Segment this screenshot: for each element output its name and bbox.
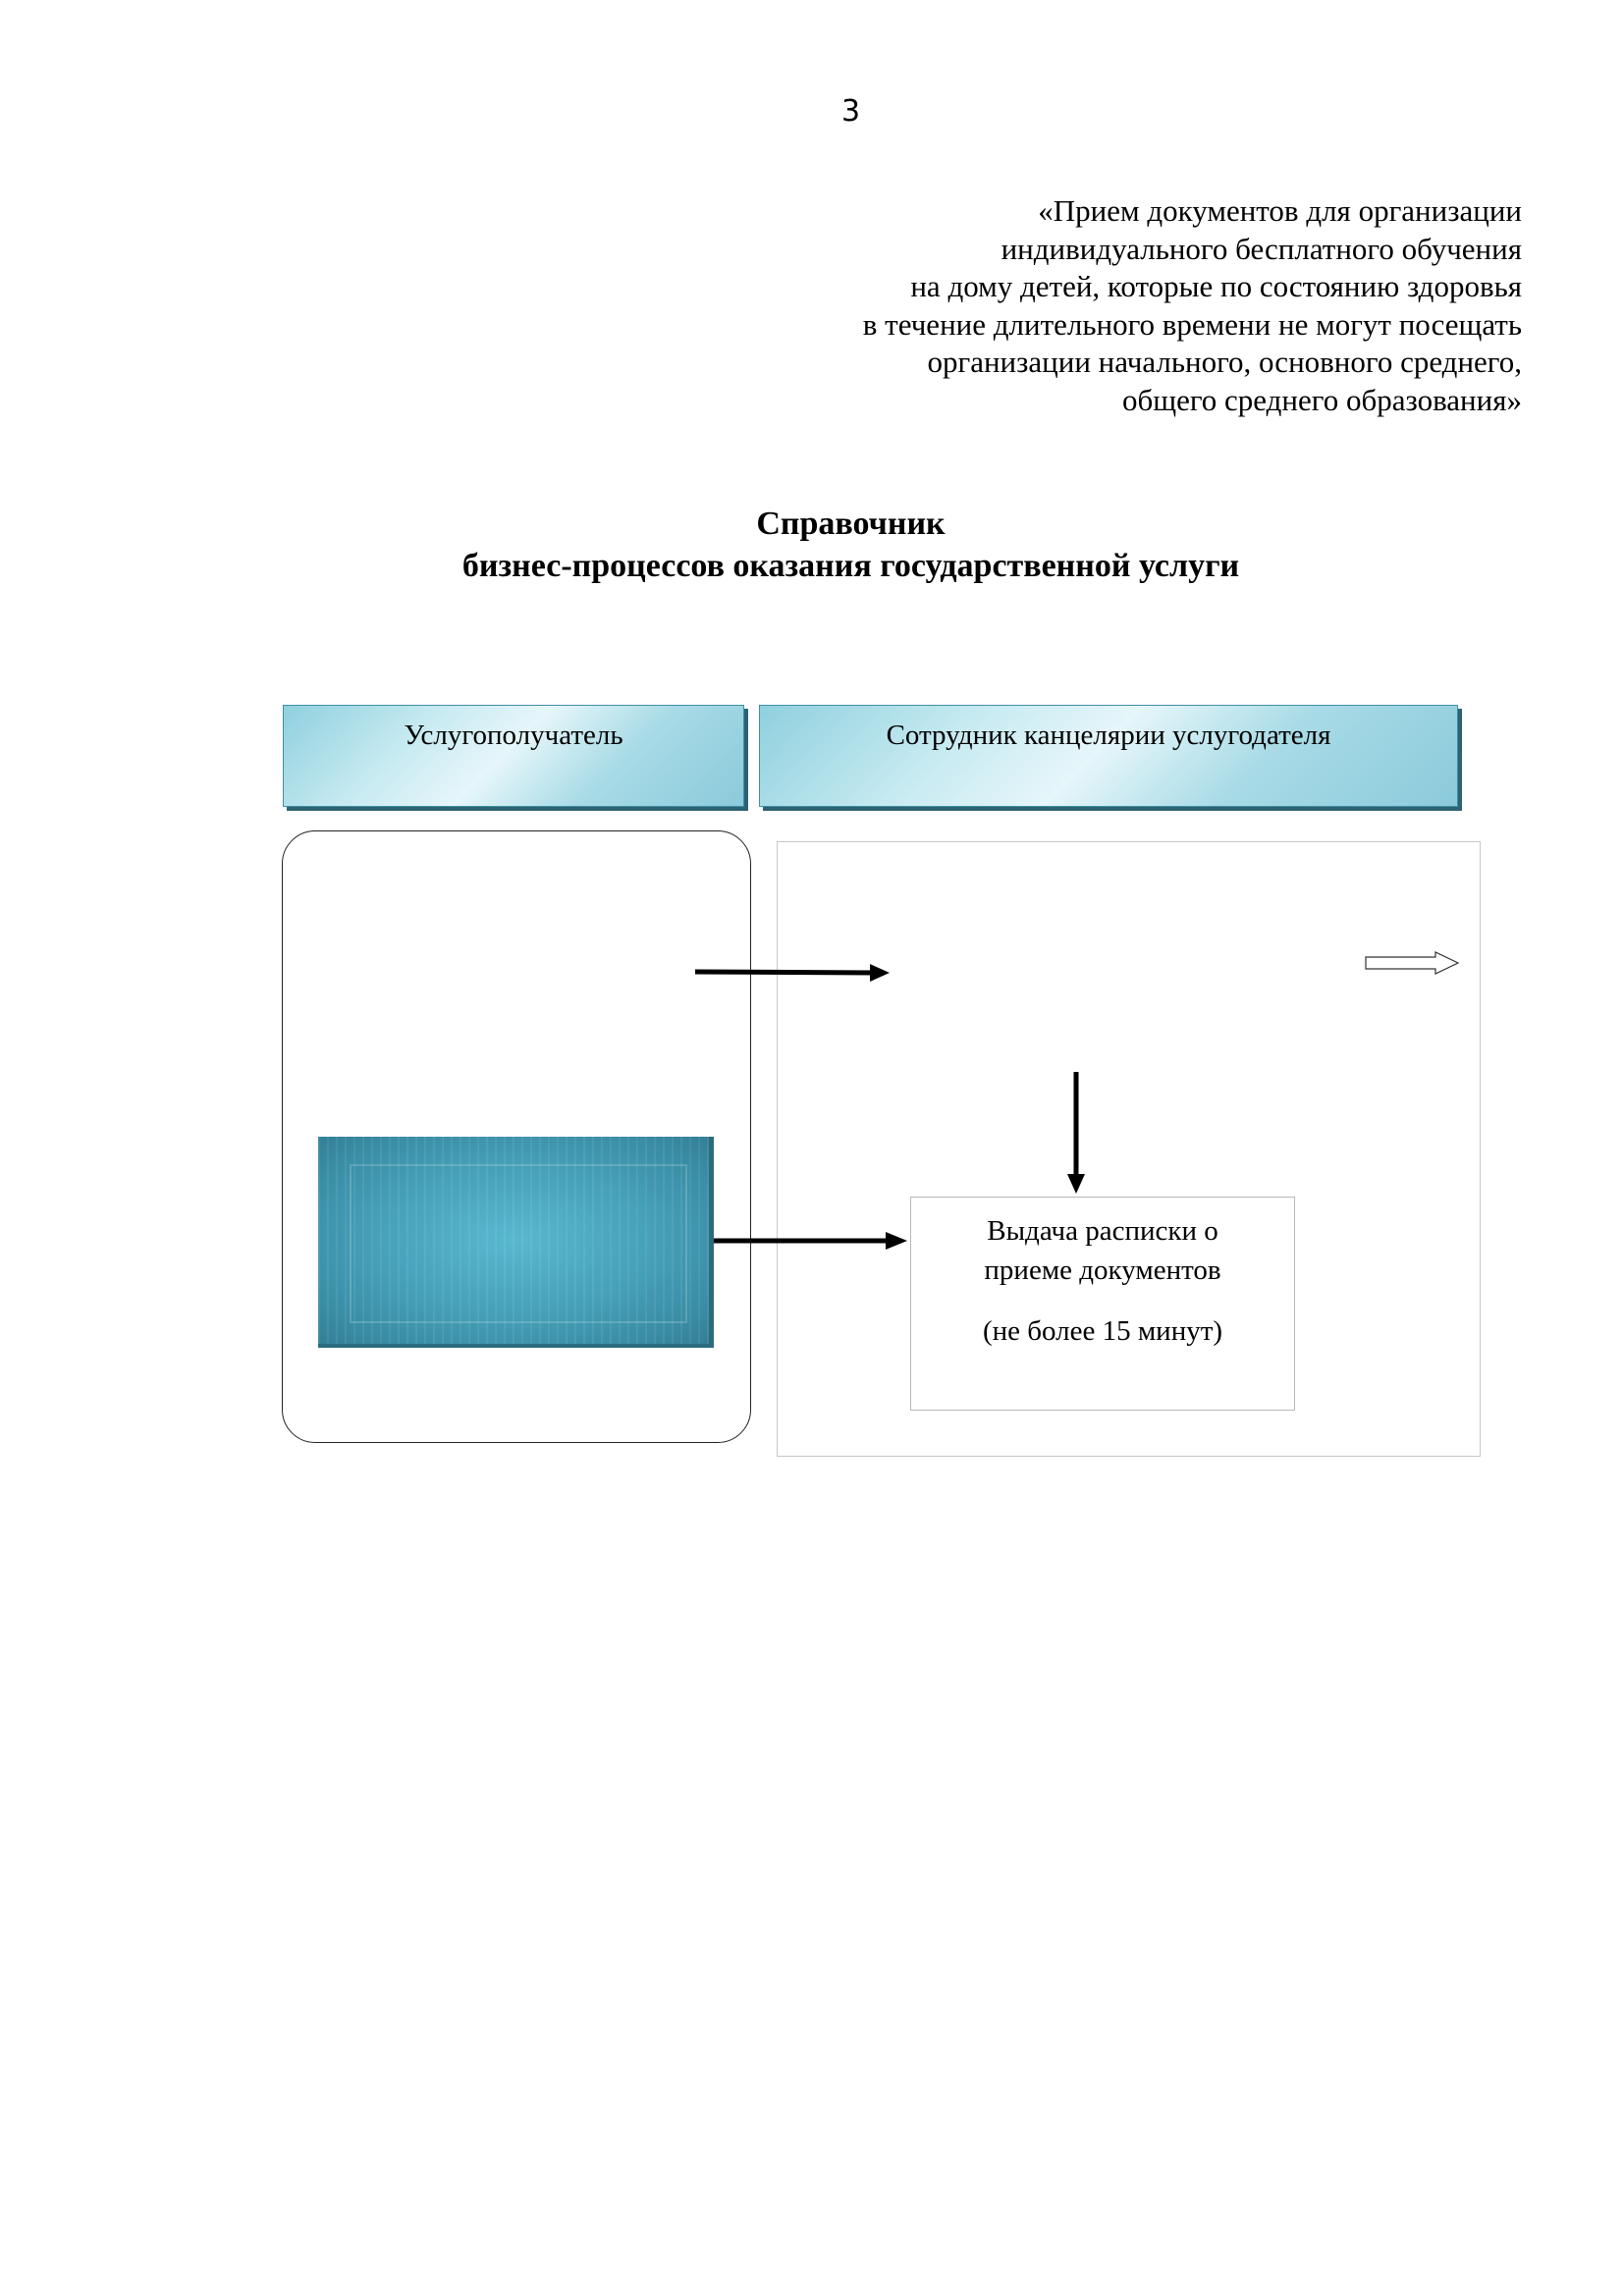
title-line: бизнес-процессов оказания государственной услуги — [461, 548, 1240, 584]
lane-header-service-recipient: Услугополучатель — [283, 705, 744, 807]
arrow-from-block-to-receipt — [714, 1232, 907, 1250]
title-line: Справочник — [756, 506, 946, 542]
epigraph-line: в течение длительного времени не могут посещать — [862, 306, 1522, 342]
hollow-arrow-right — [1366, 952, 1458, 974]
lane-header-office-employee: Сотрудник канцелярии услугодателя — [759, 705, 1458, 807]
page-number: 3 — [840, 94, 861, 129]
epigraph-line: индивидуального бесплатного обучения — [1001, 231, 1522, 266]
epigraph-line: организации начального, основного среднего, — [927, 345, 1522, 379]
epigraph-line: «Прием документов для организации — [1038, 193, 1522, 228]
epigraph-line: общего среднего образования» — [1121, 382, 1522, 417]
arrow-to-employee-lane — [695, 964, 890, 982]
receipt-line-2: приеме документов — [984, 1255, 1221, 1286]
receipt-time-limit: (не более 15 минут) — [982, 1315, 1223, 1347]
receipt-line-1: Выдача расписки о — [987, 1215, 1218, 1247]
epigraph-line: на дому детей, которые по состоянию здоровья — [910, 269, 1522, 303]
arrow-down-to-receipt — [1067, 1072, 1085, 1194]
